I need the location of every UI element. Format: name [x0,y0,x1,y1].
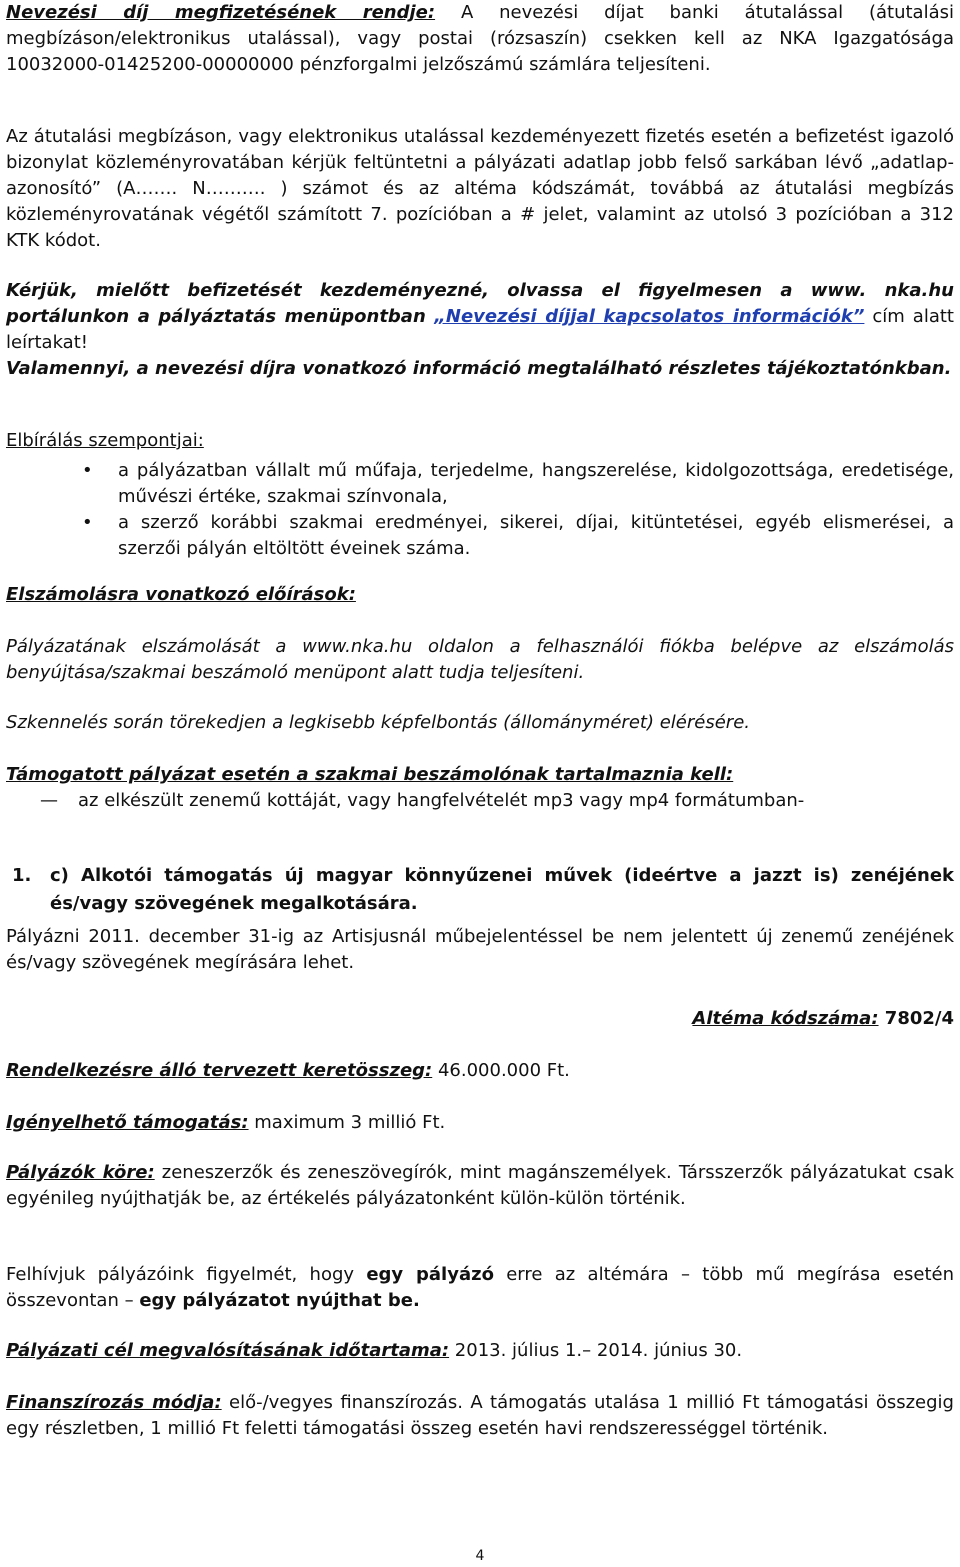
grant-label: Igényelhető támogatás: [6,1112,249,1133]
budget-line [6,1058,954,1084]
dash-icon: — [40,790,58,811]
notice-after-link: cím alatt leírtakat! [6,306,954,353]
accounting-heading: Elszámolásra vonatkozó előírások: [6,584,356,605]
criteria-item: • a pályázatban vállalt mű műfaja, terjedelme, hangszerelése, kidolgozottsága, eredetisége, művészi értéke, szakmai színvonala, [82,460,954,507]
attention-block: Felhívjuk pályázóink figyelmét, hogy egy pályázó erre az altémára – több mű megírása esetén összevontan – egy pályázatot nyújthat be. [6,1264,954,1311]
period-label: Pályázati cél megvalósításának időtartama: [6,1340,450,1361]
applicants-label: Pályázók köre: [6,1162,155,1183]
page-number: 4 [475,1548,485,1564]
criteria-section [6,428,954,562]
subtopic-section [6,862,954,918]
grant-line [6,1110,954,1136]
period-value: 2013. július 1.– 2014. június 30. [449,1340,743,1361]
notice-before-link: Kérjük, mielőtt befizetését kezdeményezné, olvassa el figyelmesen a www. nka.hu portálunkon a pályáztatás menüpontban [6,280,954,327]
applicants-value: zeneszerzők és zeneszövegírók, mint magánszemélyek. Társszerzők pályázatukat csak egyénileg nyújthatják be, az értékelés pályázatonként külön-külön történik. [6,1162,955,1209]
code-label: Altéma kódszáma: [692,1008,879,1029]
financing-label: Finanszírozás módja: [6,1392,222,1413]
payment-text: A nevezési díjat banki átutalással (átutalási megbízáson/elektronikus utalással), vagy postai (rózsaszín) csekken kell az NKA Igazgatósága 10032000-01425200-00000000 pénzforgalmi jelzőszámú számlára teljesíteni. [6,2,954,75]
applicants-block [6,1160,954,1212]
budget-value: 46.000.000 Ft. [432,1060,570,1081]
bullet-icon: • [82,512,93,533]
subtopic-intro: Pályázni 2011. december 31-ig az Artisjusnál műbejelentéssel be nem jelentett új zenemű zenéjének és/vagy szövegének megírására lehet. [6,926,954,973]
bullet-icon: • [82,460,93,481]
report-item: — az elkészült zenemű kottáját, vagy hangfelvételét mp3 vagy mp4 formátumban- [6,788,954,814]
criteria-item: • a szerző korábbi szakmai eredményei, sikerei, díjai, kitüntetései, egyéb elismerései, a szerzői pályán eltöltött éveinek száma. [82,512,954,559]
grant-value: maximum 3 millió Ft. [248,1112,446,1133]
period-line [6,1338,954,1364]
financing-block [6,1390,954,1442]
subtopic-title: 1. c) Alkotói támogatás új magyar könnyűzenei művek (ideértve a jazzt is) zenéjének és/vagy szövegének megalkotására. [12,865,954,914]
info-link[interactable]: „Nevezési díjjal kapcsolatos információk” [434,306,865,327]
subtopic-code [6,1008,954,1029]
transfer-note [6,124,954,254]
payment-heading: Nevezési díj megfizetésének rendje: [6,2,436,23]
budget-label: Rendelkezésre álló tervezett keretösszeg: [6,1060,433,1081]
financing-value: elő-/vegyes finanszírozás. A támogatás utalása 1 millió Ft támogatási összegig egy részletben, 1 millió Ft feletti támogatási összeg esetén havi rendszerességgel történik. [6,1392,954,1439]
notice-summary: Valamennyi, a nevezési díjra vonatkozó információ megtalálható részletes tájékoztatónkban. [6,358,952,379]
accounting-section [6,582,954,608]
report-section [6,762,954,814]
payment-section [6,0,954,78]
report-heading: Támogatott pályázat esetén a szakmai beszámolónak tartalmaznia kell: [6,764,734,785]
accounting-text2: Szkennelés során törekedjen a legkisebb képfelbontás (állományméret) elérésére. [6,712,750,733]
code-value: 7802/4 [878,1008,954,1029]
transfer-note-text: Az átutalási megbízáson, vagy elektronikus utalással kezdeményezett fizetés esetén a befizetést igazoló bizonylat közleményrovatában kérjük feltüntetni a pályázati adatlap jobb felső sarkában lévő „adatlap-azonosító” (A……. N………. ) számot és az altéma kódszámát, továbbá az átutalási megbízás közleményrovatának végétől számított 7. pozícióban a # jelet, valamint az utolsó 3 pozícióban a 312 KTK kódot. [6,126,954,251]
accounting-text1: Pályázatának elszámolását a www.nka.hu oldalon a felhasználói fiókba belépve az elszámolás benyújtása/szakmai beszámoló menüpont alatt tudja teljesíteni. [6,636,954,683]
notice-section [6,278,954,382]
criteria-heading: Elbírálás szempontjai: [6,430,204,451]
